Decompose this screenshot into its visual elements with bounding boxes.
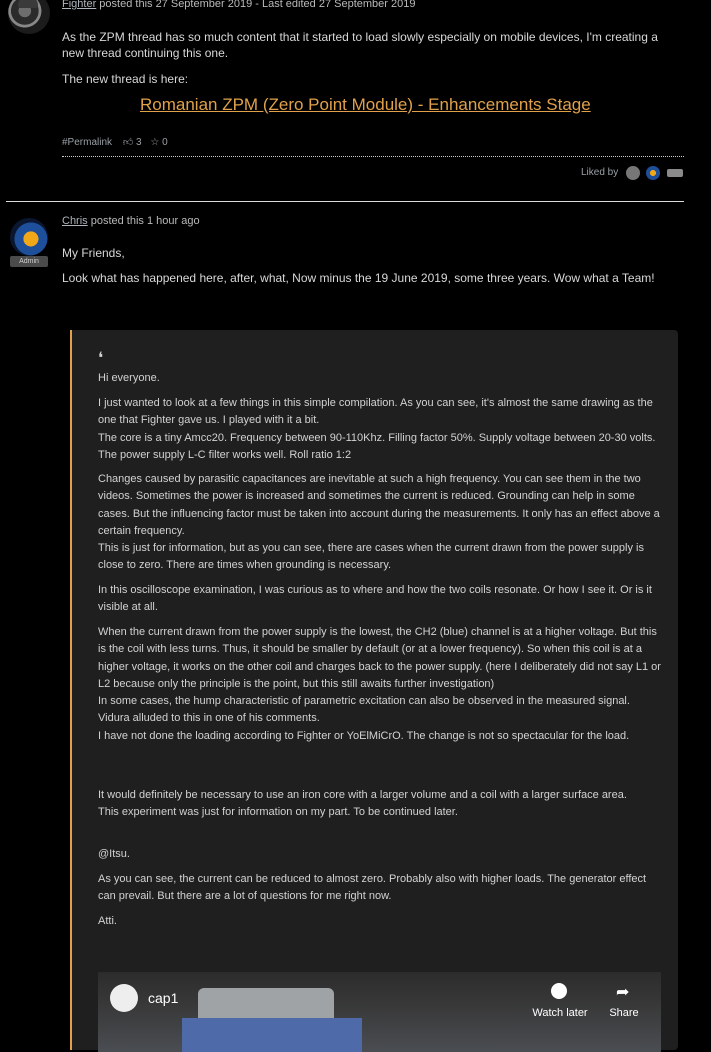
quote-paragraph: Atti.	[98, 915, 117, 927]
video-thumbnail-base	[182, 1018, 362, 1052]
quote-paragraph: Hi everyone.	[98, 372, 160, 384]
quote-block	[70, 330, 678, 1050]
author-link[interactable]: Chris	[62, 215, 88, 227]
post-footer	[62, 136, 168, 148]
liked-avatar-3[interactable]	[667, 169, 683, 177]
post-header	[62, 0, 415, 10]
post-meta: posted this 1 hour ago	[87, 215, 200, 227]
liked-avatar-2[interactable]	[646, 166, 660, 180]
liked-avatar-1[interactable]	[626, 166, 640, 180]
clock-icon[interactable]	[551, 983, 567, 999]
post-meta: posted this 27 September 2019 - Last edited 27 September 2019	[96, 0, 416, 10]
permalink-link[interactable]: #Permalink	[62, 137, 113, 148]
quote-paragraph: It would definitely be necessary to use an iron core with a larger volume and a coil with a larger surface area. This experiment was just for information on my part. To be continued later.	[98, 789, 627, 819]
post-greeting: My Friends,	[62, 246, 125, 260]
quote-paragraph: When the current drawn from the power supply is the lowest, the CH2 (blue) channel is at a higher voltage. But this is the coil with less turns. Thus, it should be smaller by default (or at a lower frequency). So when this coil is at a higher voltage, it works on the other coil and charges back to the power supply. (here I deliberately did not say L1 or L2 because only the principle is the point, but this still awaits further investigation) In some cases, the hump characteristic of parametric excitation can also be observed in the measured signal. Vidura alluded to this in one of his comments. I have not done the loading according to Fighter or YoElMiCrO. The change is not so spectacular for the load.	[98, 626, 661, 742]
chris-avatar[interactable]	[10, 218, 48, 256]
video-title[interactable]: cap1	[148, 990, 179, 1006]
quote-mark-icon: ❛	[98, 348, 104, 367]
post-body: Look what has happened here, after, what, Now minus the 19 June 2019, some three years. Wow what a Team!	[62, 271, 655, 285]
like-icon[interactable]: 👍︎	[122, 137, 134, 148]
star-count: 0	[162, 137, 168, 148]
quote-paragraph: Changes caused by parasitic capacitances are inevitable at such a high frequency. You can see them in the two videos. Sometimes the power is increased and sometimes the current is reduced. Grounding can help in some cases. But the influencing factor must be taken into account during the measurements. It only has an effect above a certain frequency. This is just for information, but as you can see, there are cases when the current drawn from the power supply is close to zero. There are times when grounding is necessary.	[98, 473, 660, 572]
quote-paragraph: @Itsu.	[98, 848, 130, 860]
quote-paragraph: As you can see, the current can be reduced to almost zero. Probably also with higher loads. The generator effect can prevail. But there are a lot of questions for me right now.	[98, 873, 647, 903]
thread-link[interactable]: Romanian ZPM (Zero Point Module) - Enhancements Stage	[140, 95, 591, 114]
channel-logo[interactable]	[110, 984, 138, 1012]
share-button[interactable]: Share	[609, 1007, 639, 1019]
watch-later-button[interactable]: Watch later	[532, 1007, 588, 1019]
new-thread-label: The new thread is here:	[62, 72, 189, 86]
post-separator	[6, 201, 684, 202]
author-link[interactable]: Fighter	[62, 0, 97, 10]
liked-by-label: Liked by	[581, 167, 619, 178]
admin-badge: Admin	[10, 256, 48, 267]
star-icon[interactable]: ☆	[150, 137, 160, 148]
video-embed[interactable]	[98, 972, 661, 1052]
quote-paragraph: I just wanted to look at a few things in this simple compilation. As you can see, it's almost the same drawing as the one that Fighter gave us. I played with it a bit. The core is a tiny Amcc20. Frequency between 90-110Khz. Filling factor 50%. Supply voltage between 20-30 volts. The power supply L-C filter works well. Roll ratio 1:2	[98, 397, 656, 461]
post-header	[62, 215, 200, 227]
post-body: As the ZPM thread has so much content that it started to load slowly especially on mobile devices, I'm creating a new thread continuing this one.	[62, 30, 658, 60]
dotted-divider	[62, 156, 684, 157]
like-count: 3	[136, 137, 142, 148]
quote-paragraph: In this oscilloscope examination, I was curious as to where and how the two coils resonate. Or how I see it. Or is it visible at all.	[98, 584, 652, 614]
share-icon[interactable]: ➦	[616, 984, 630, 1001]
fighter-avatar[interactable]	[8, 0, 50, 34]
